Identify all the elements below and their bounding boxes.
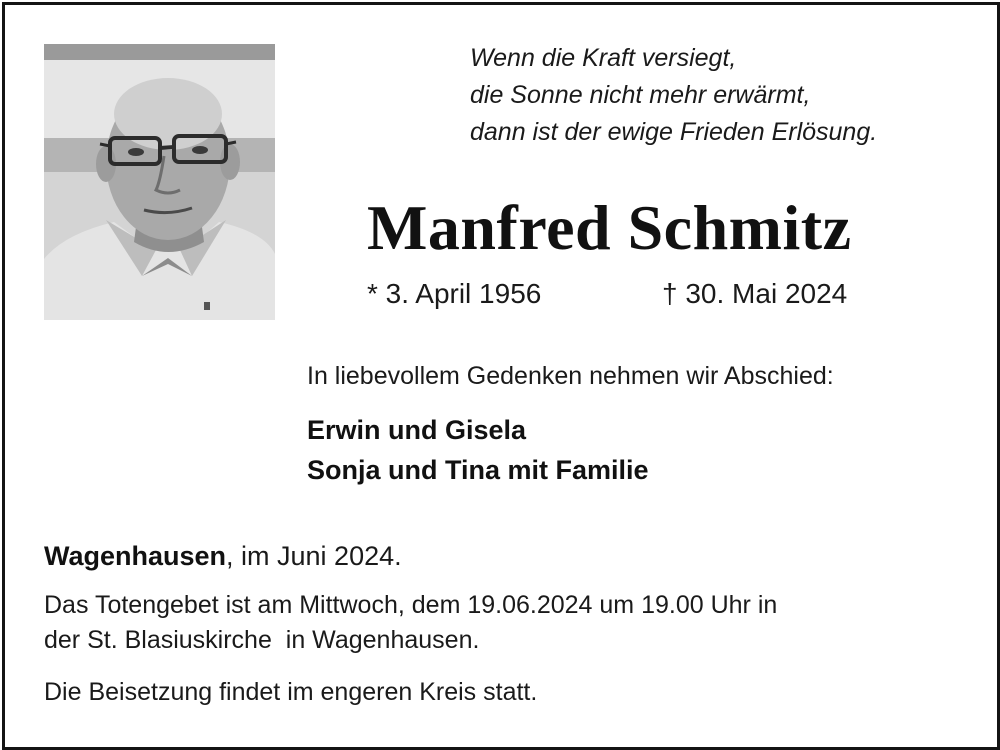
mourners-list bbox=[307, 410, 649, 490]
mourner-entry: Erwin und Gisela bbox=[307, 415, 527, 445]
death-date: † 30. Mai 2024 bbox=[662, 278, 848, 309]
prayer-service-notice bbox=[44, 588, 974, 658]
farewell-intro: In liebevollem Gedenken nehmen wir Abschied: bbox=[307, 362, 834, 390]
service-line: Das Totengebet ist am Mittwoch, dem 19.06.2024 um 19.00 Uhr in bbox=[44, 591, 778, 619]
poem-verse bbox=[470, 40, 970, 151]
burial-notice: Die Beisetzung findet im engeren Kreis statt. bbox=[44, 678, 538, 706]
date-text: , im Juni 2024. bbox=[226, 541, 402, 571]
portrait-photo bbox=[44, 44, 275, 320]
service-line: der St. Blasiuskirche in Wagenhausen. bbox=[44, 626, 480, 654]
birth-date: * 3. April 1956 bbox=[367, 278, 542, 309]
poem-line: die Sonne nicht mehr erwärmt, bbox=[470, 81, 811, 109]
place-name: Wagenhausen bbox=[44, 541, 227, 571]
deceased-name: Manfred Schmitz bbox=[367, 192, 852, 263]
mourner-entry: Sonja und Tina mit Familie bbox=[307, 455, 649, 485]
poem-line: Wenn die Kraft versiegt, bbox=[470, 44, 737, 72]
place-date-line bbox=[44, 536, 402, 576]
poem-line: dann ist der ewige Frieden Erlösung. bbox=[470, 118, 878, 146]
